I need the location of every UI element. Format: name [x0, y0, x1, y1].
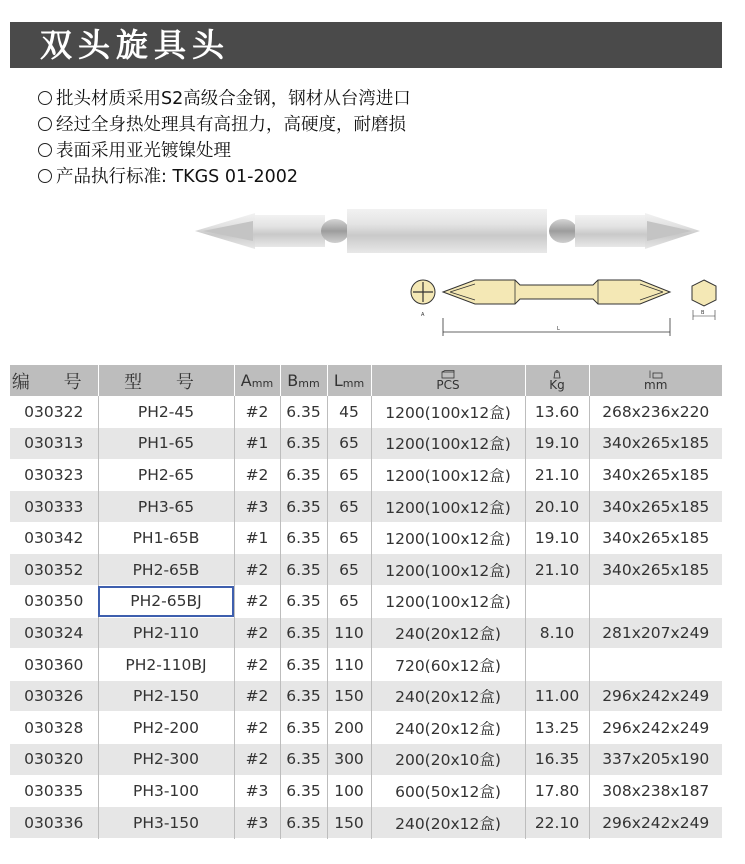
cell-b: 6.35 — [280, 459, 327, 491]
cell-a: #2 — [234, 649, 280, 681]
col-kg-header: Kg — [525, 365, 589, 396]
table-row — [10, 617, 722, 649]
cell-a: #2 — [234, 680, 280, 712]
cell-pcs: 720(60x12盒) — [371, 649, 525, 681]
cell-model: PH2-110BJ — [98, 649, 234, 681]
cell-l: 65 — [327, 459, 371, 491]
cell-pcs: 240(20x12盒) — [371, 712, 525, 744]
cell-model: PH1-65 — [98, 428, 234, 460]
cell-dim: 337x205x190 — [602, 750, 710, 769]
feature-item: 表面采用亚光镀镍处理 — [38, 138, 411, 164]
table-row — [10, 491, 722, 523]
label-l: L — [557, 326, 560, 332]
cell-model: PH2-200 — [98, 712, 234, 744]
table-row — [10, 744, 722, 776]
cell-kg: 8.10 — [525, 617, 589, 649]
col-code-header: 编 号 — [10, 365, 98, 396]
cell-a: #2 — [234, 744, 280, 776]
cell-pcs: 240(20x12盒) — [371, 807, 525, 839]
table-header-row — [10, 365, 722, 396]
table-row — [10, 459, 722, 491]
cell-pcs: 1200(100x12盒) — [371, 586, 525, 618]
circle-bullet-icon — [38, 91, 52, 105]
col-b-header: Bmm — [280, 365, 327, 396]
cell-code: 030328 — [10, 712, 98, 744]
circle-bullet-icon — [38, 117, 52, 131]
cell-l: 65 — [327, 428, 371, 460]
feature-item: 经过全身热处理具有高扭力，高硬度，耐磨损 — [38, 112, 411, 138]
col-model-header: 型 号 — [98, 365, 234, 396]
technical-drawing — [405, 270, 725, 350]
cell-kg: 17.80 — [525, 775, 589, 807]
cell-dim: 308x238x187 — [602, 781, 710, 800]
table-row — [10, 680, 722, 712]
cell-pcs: 600(50x12盒) — [371, 775, 525, 807]
cell-code: 030320 — [10, 744, 98, 776]
cell-model: PH2-150 — [98, 680, 234, 712]
cell-model: PH3-65 — [98, 491, 234, 523]
cell-kg: 19.10 — [525, 522, 589, 554]
cell-b: 6.35 — [280, 428, 327, 460]
cell-l: 300 — [327, 744, 371, 776]
cell-code: 030326 — [10, 680, 98, 712]
cell-b: 6.35 — [280, 396, 327, 428]
product-photo — [195, 195, 700, 265]
cell-code: 030333 — [10, 491, 98, 523]
cell-model: PH3-100 — [98, 775, 234, 807]
table-row — [10, 775, 722, 807]
phillips-end-view-icon — [411, 280, 435, 304]
cell-model: PH1-65B — [98, 522, 234, 554]
cell-code: 030335 — [10, 775, 98, 807]
cell-b: 6.35 — [280, 680, 327, 712]
cell-dim — [589, 586, 722, 618]
cell-pcs: 200(20x10盒) — [371, 744, 525, 776]
cell-pcs: 1200(100x12盒) — [371, 522, 525, 554]
cell-a: #3 — [234, 775, 280, 807]
cell-code: 030336 — [10, 807, 98, 839]
cell-code: 030342 — [10, 522, 98, 554]
cell-l: 45 — [327, 396, 371, 428]
table-row — [10, 396, 722, 428]
cell-l: 100 — [327, 775, 371, 807]
cell-b: 6.35 — [280, 522, 327, 554]
cell-pcs: 1200(100x12盒) — [371, 459, 525, 491]
table-row — [10, 807, 722, 839]
cell-model: PH2-110 — [98, 617, 234, 649]
cell-a: #2 — [234, 396, 280, 428]
cell-b: 6.35 — [280, 807, 327, 839]
cell-l: 65 — [327, 554, 371, 586]
cell-pcs: 1200(100x12盒) — [371, 396, 525, 428]
cell-a: #3 — [234, 807, 280, 839]
table-row — [10, 428, 722, 460]
cell-l: 65 — [327, 522, 371, 554]
cell-l: 200 — [327, 712, 371, 744]
table-row — [10, 712, 722, 744]
cell-b: 6.35 — [280, 617, 327, 649]
cell-b: 6.35 — [280, 586, 327, 618]
cell-l: 150 — [327, 680, 371, 712]
cell-pcs: 240(20x12盒) — [371, 680, 525, 712]
cell-b: 6.35 — [280, 491, 327, 523]
cell-code: 030360 — [10, 649, 98, 681]
feature-item: 批头材质采用S2高级合金钢，钢材从台湾进口 — [38, 86, 411, 112]
cell-kg: 19.10 — [525, 428, 589, 460]
cell-code: 030323 — [10, 459, 98, 491]
cell-dim: 268x236x220 — [602, 402, 710, 421]
cell-code: 030313 — [10, 428, 98, 460]
cell-kg: 13.60 — [525, 396, 589, 428]
cell-dim: 296x242x249 — [602, 687, 710, 706]
label-a: A — [421, 312, 425, 318]
cell-kg: 16.35 — [525, 744, 589, 776]
table-body — [10, 396, 722, 838]
cell-a: #2 — [234, 617, 280, 649]
cell-l: 65 — [327, 491, 371, 523]
cell-model: PH2-65BJ — [98, 586, 234, 618]
col-pcs-header: PCS — [371, 365, 525, 396]
cell-b: 6.35 — [280, 649, 327, 681]
table-row — [10, 586, 722, 618]
table-row — [10, 554, 722, 586]
cell-dim: 296x242x249 — [602, 813, 710, 832]
col-dim-header: mm — [589, 365, 722, 396]
cell-a: #2 — [234, 586, 280, 618]
cell-kg: 11.00 — [525, 680, 589, 712]
cell-model: PH2-45 — [98, 396, 234, 428]
cell-a: #1 — [234, 522, 280, 554]
cell-pcs: 1200(100x12盒) — [371, 554, 525, 586]
title-bar — [10, 22, 722, 68]
cell-dim — [589, 649, 722, 681]
cell-kg: 21.10 — [525, 554, 589, 586]
cell-dim: 281x207x249 — [602, 623, 710, 642]
cell-a: #2 — [234, 712, 280, 744]
label-b: B — [701, 310, 705, 316]
bit-side-view — [443, 280, 670, 304]
cell-model: PH3-150 — [98, 807, 234, 839]
cell-kg: 22.10 — [525, 807, 589, 839]
cell-a: #3 — [234, 491, 280, 523]
spec-table — [10, 365, 722, 839]
feature-list — [38, 86, 411, 190]
cell-dim: 340x265x185 — [602, 434, 710, 453]
cell-code: 030322 — [10, 396, 98, 428]
cell-model: PH2-65B — [98, 554, 234, 586]
cell-dim: 340x265x185 — [602, 529, 710, 548]
cell-code: 030324 — [10, 617, 98, 649]
col-l-header: Lmm — [327, 365, 371, 396]
circle-bullet-icon — [38, 169, 52, 183]
cell-l: 110 — [327, 649, 371, 681]
cell-b: 6.35 — [280, 712, 327, 744]
cell-kg — [525, 649, 589, 681]
cell-a: #1 — [234, 428, 280, 460]
table-row — [10, 522, 722, 554]
cell-l: 150 — [327, 807, 371, 839]
cell-l: 110 — [327, 617, 371, 649]
circle-bullet-icon — [38, 143, 52, 157]
cell-pcs: 240(20x12盒) — [371, 617, 525, 649]
cell-b: 6.35 — [280, 744, 327, 776]
cell-dim: 340x265x185 — [602, 560, 710, 579]
cell-b: 6.35 — [280, 554, 327, 586]
cell-model: PH2-65 — [98, 459, 234, 491]
feature-item: 产品执行标准: TKGS 01-2002 — [38, 164, 411, 190]
cell-pcs: 1200(100x12盒) — [371, 428, 525, 460]
cell-kg: 13.25 — [525, 712, 589, 744]
cell-a: #2 — [234, 554, 280, 586]
cell-dim: 296x242x249 — [602, 718, 710, 737]
cell-b: 6.35 — [280, 775, 327, 807]
cell-dim: 340x265x185 — [602, 465, 710, 484]
col-a-header: Amm — [234, 365, 280, 396]
cell-code: 030352 — [10, 554, 98, 586]
cell-pcs: 1200(100x12盒) — [371, 491, 525, 523]
cell-l: 65 — [327, 586, 371, 618]
cell-kg: 20.10 — [525, 491, 589, 523]
cell-code: 030350 — [10, 586, 98, 618]
cell-model: PH2-300 — [98, 744, 234, 776]
page-title: 双头旋具头 — [40, 26, 231, 64]
cell-kg: 21.10 — [525, 459, 589, 491]
table-row — [10, 649, 722, 681]
cell-kg — [525, 586, 589, 618]
cell-a: #2 — [234, 459, 280, 491]
cell-dim: 340x265x185 — [602, 497, 710, 516]
